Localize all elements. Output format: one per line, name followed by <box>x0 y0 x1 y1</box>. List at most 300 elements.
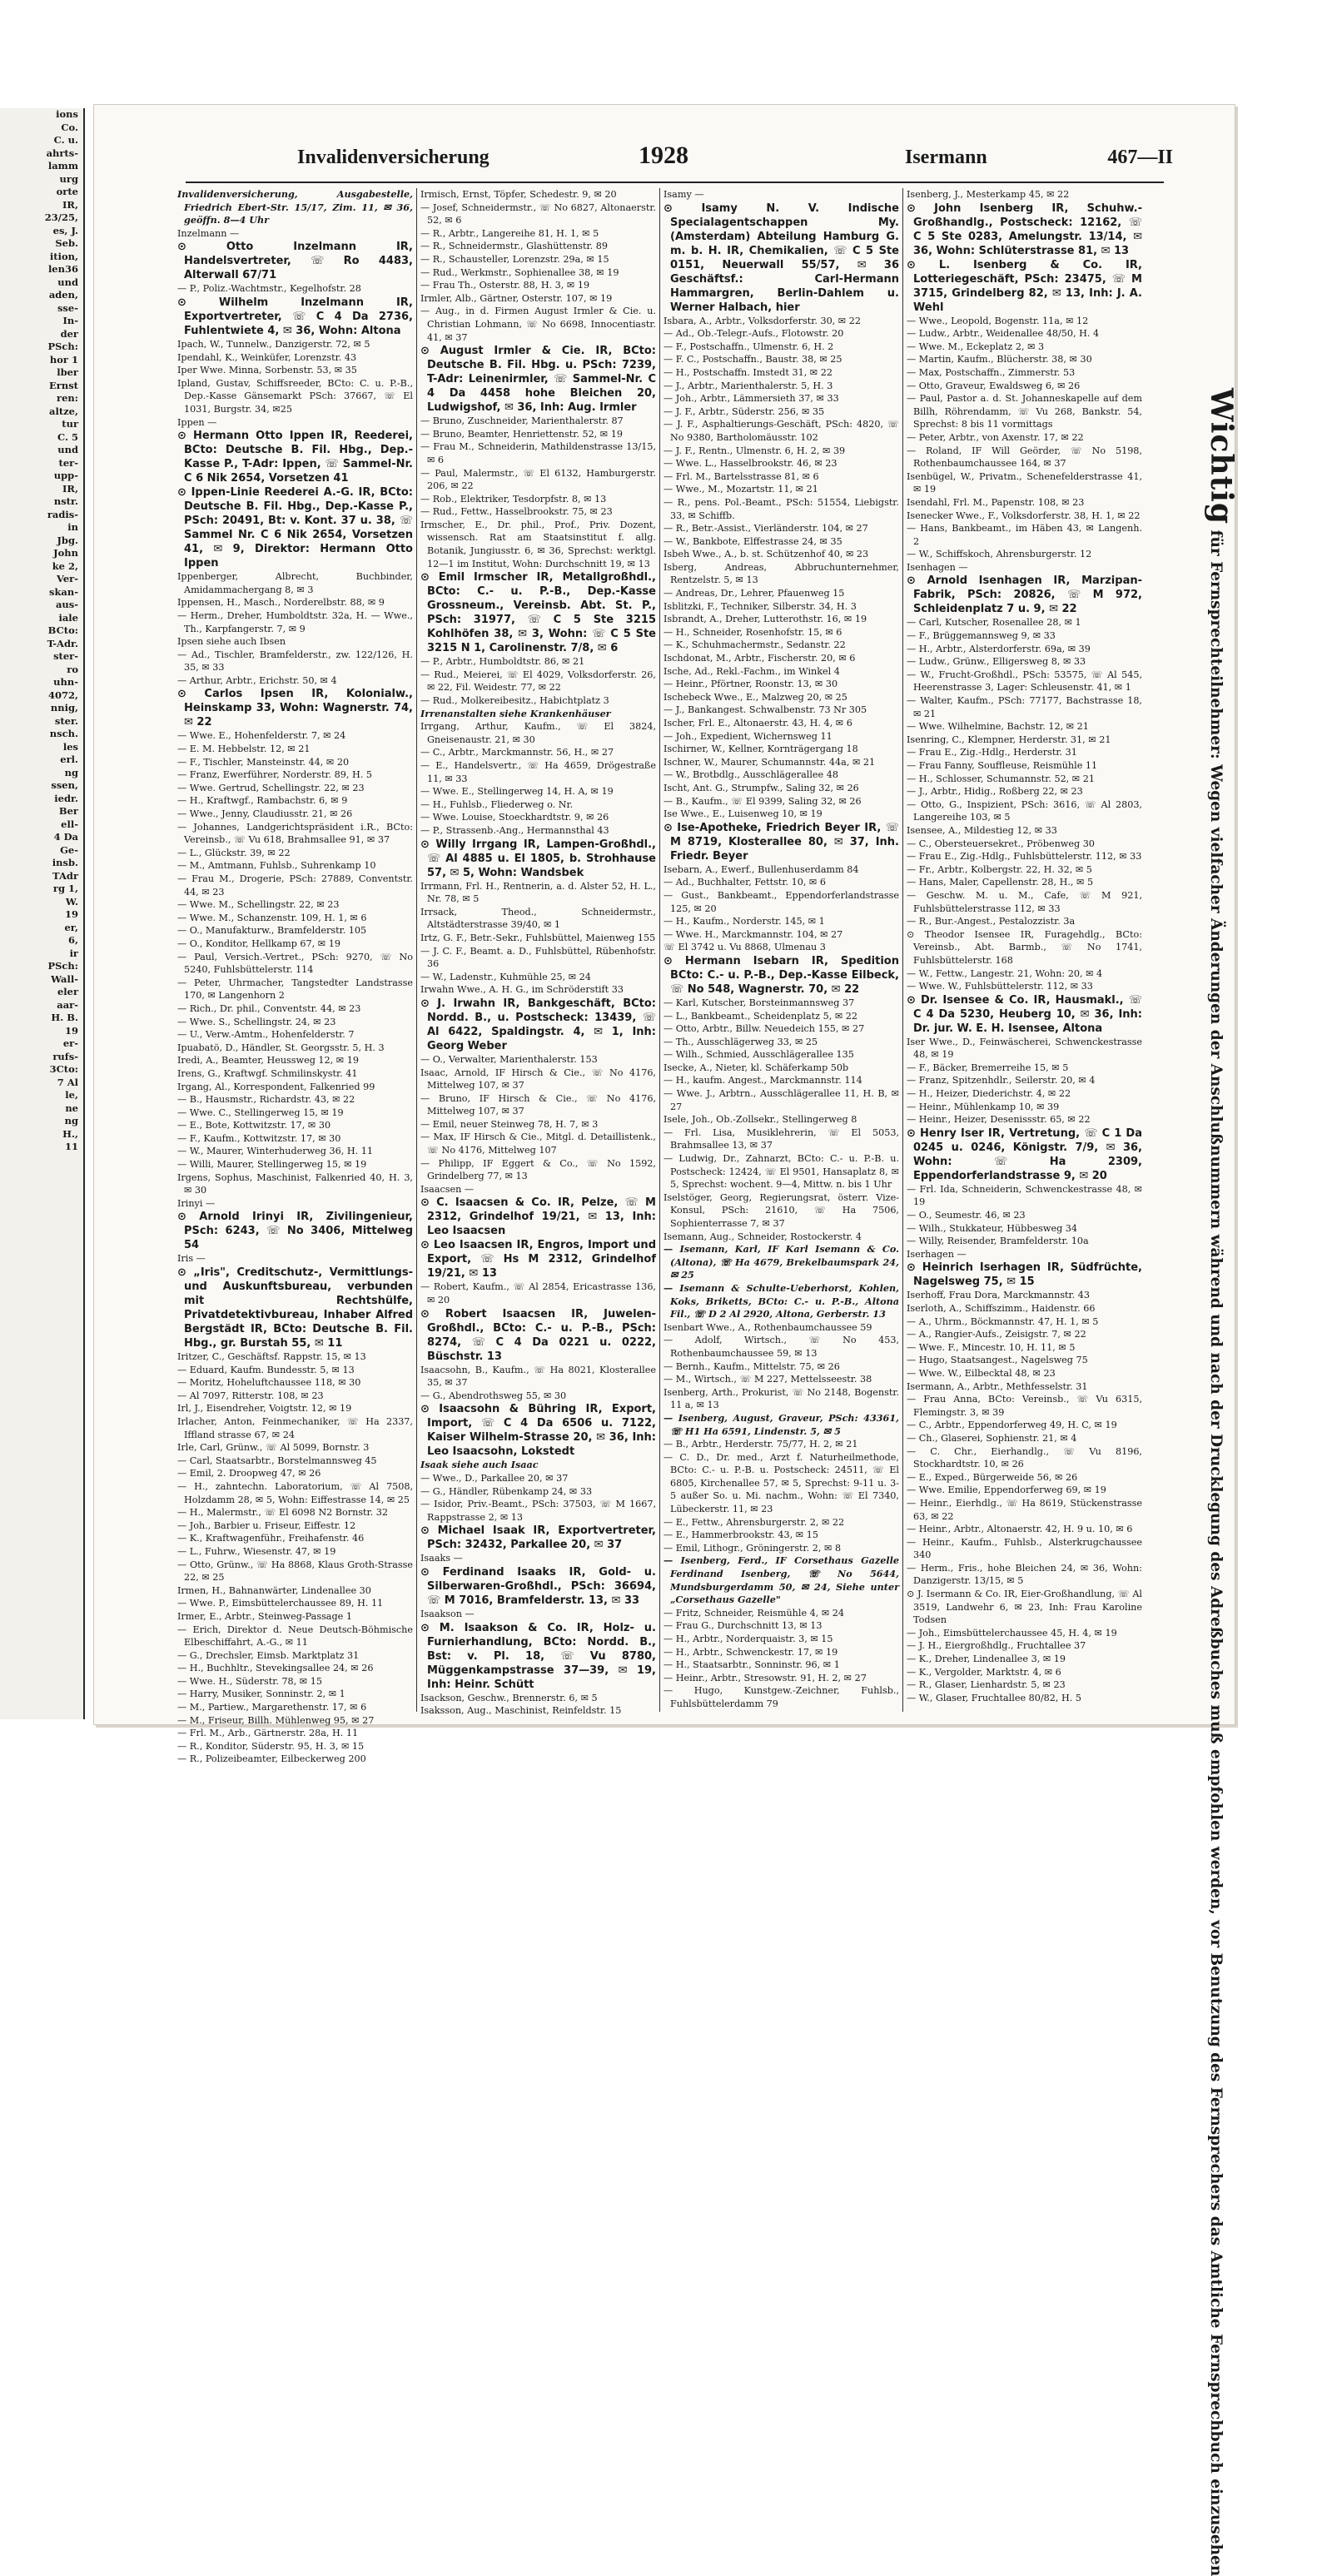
facing-page-fragment: 19 <box>0 908 83 922</box>
facing-page-fragment: IR, <box>0 199 83 212</box>
directory-entry: Isele, Joh., Ob.-Zollsekr., Stellingerweg 8 <box>664 1113 899 1126</box>
directory-entry: — H., zahntechn. Laboratorium, ☏ Al 7508, Holzdamm 28, ✉ 5, Wohn: Eiffestrasse 14, ✉ 25 <box>177 1480 413 1506</box>
heading-entry: Invalidenversicherung, Ausgabestelle, Friedrich Ebert-Str. 15/17, Zim. 11, ✉ 36, geöffn. 8—4 Uhr <box>177 188 413 227</box>
directory-entry: — Wilh., Stukkateur, Hübbesweg 34 <box>907 1222 1142 1236</box>
directory-entry: — Josef, Schneidermstr., ☏ No 6827, Altonaerstr. 52, ✉ 6 <box>420 201 656 227</box>
directory-entry: Irinyi — <box>177 1197 413 1211</box>
directory-entry: Isendahl, Frl. M., Papenstr. 108, ✉ 23 <box>907 496 1142 510</box>
directory-entry: — Roland, IF Will Geörder, ☏ No 5198, Rothenbaumchaussee 164, ✉ 37 <box>907 445 1142 470</box>
directory-entry: Isaakson — <box>420 1608 656 1621</box>
firm-entry: ⊙ „Iris", Creditschutz-, Vermittlungs- und Auskunftsbureau, verbunden mit Rechtshülfe, Privatdetektivbureau, Inhaber Alfred Bergstädt IR, BCto: Deutsche B. Fil. Hbg., gr. Burstah 55, ✉ 11 <box>177 1266 413 1350</box>
facing-page-edge <box>0 108 85 1719</box>
firm-entry: ⊙ Emil Irmscher IR, Metallgroßhdl., BCto: C.- u. P.-B., Dep.-Kasse Grossneum., Vereinsb. Abt. St. P., PSch: 31977, ☏ C 5 Ste 3215 Kohlhöfen 38, ✉ 3, Wohn: ☏ C 5 Ste 3215 N 1, Carolinenstr. 7/8, ✉ 6 <box>420 570 656 655</box>
directory-entry: — F., Tischler, Mansteinstr. 44, ✉ 20 <box>177 756 413 769</box>
directory-entry: Isaac, Arnold, IF Hirsch & Cie., ☏ No 4176, Mittelweg 107, ✉ 37 <box>420 1067 656 1092</box>
directory-entry: — Wwe. M., Schellingstr. 22, ✉ 23 <box>177 898 413 912</box>
directory-entry: — Otto, Arbtr., Billw. Neuedeich 155, ✉ 27 <box>664 1022 899 1036</box>
directory-entry: — E., Hammerbrookstr. 43, ✉ 15 <box>664 1529 899 1542</box>
facing-page-fragment: tur <box>0 418 83 431</box>
directory-entry: — Paul, Malermstr., ☏ El 6132, Hamburgerstr. 206, ✉ 22 <box>420 467 656 493</box>
header-rule <box>186 182 1164 183</box>
directory-entry: Iritzer, C., Geschäftsf. Rappstr. 15, ✉ 13 <box>177 1350 413 1364</box>
directory-entry: — Bruno, IF Hirsch & Cie., ☏ No 4176, Mittelweg 107, ✉ 37 <box>420 1092 656 1118</box>
facing-page-fragment: Co. <box>0 122 83 135</box>
directory-entry: — Wwe. L., Hasselbrookstr. 46, ✉ 23 <box>664 457 899 470</box>
directory-entry: — H., Kraftwgf., Rambachstr. 6, ✉ 9 <box>177 794 413 808</box>
directory-entry: — Emil, 2. Droopweg 47, ✉ 26 <box>177 1467 413 1480</box>
directory-entry: — Martin, Kaufm., Blücherstr. 38, ✉ 30 <box>907 353 1142 366</box>
directory-entry: — Frl. M., Bartelsstrasse 81, ✉ 6 <box>664 470 899 484</box>
column-divider <box>902 188 903 1712</box>
directory-entry: Irl, J., Eisendreher, Voigtstr. 12, ✉ 19 <box>177 1402 413 1415</box>
directory-entry: — H., Schneider, Rosenhofstr. 15, ✉ 6 <box>664 626 899 639</box>
firm-entry: ⊙ Robert Isaacsen IR, Juwelen-Großhdl., BCto: C.- u. P.-B., PSch: 8274, ☏ C 4 Da 0221 u. 0222, Büschstr. 13 <box>420 1307 656 1364</box>
directory-entry: Ischner, W., Maurer, Schumannstr. 44a, ✉ 21 <box>664 756 899 769</box>
directory-entry: — O., Seumestr. 46, ✉ 23 <box>907 1209 1142 1222</box>
facing-page-fragment: erl. <box>0 753 83 767</box>
facing-page-fragment: In- <box>0 315 83 328</box>
directory-entry: — E., Fettw., Ahrensburgerstr. 2, ✉ 22 <box>664 1516 899 1529</box>
directory-entry: — R., Glaser, Lienhardstr. 5, ✉ 23 <box>907 1678 1142 1692</box>
facing-page-fragment: H., <box>0 1128 83 1141</box>
directory-entry: — Emil, Lithogr., Gröningerstr. 2, ✉ 8 <box>664 1542 899 1555</box>
column-divider <box>416 188 417 1712</box>
directory-entry: — Wwe., Leopold, Bogenstr. 11a, ✉ 12 <box>907 315 1142 328</box>
header-section-title: Invalidenversicherung <box>297 147 490 169</box>
directory-entry: Isenhagen — <box>907 561 1142 574</box>
directory-entry: — Wwe. S., Schellingstr. 24, ✉ 23 <box>177 1016 413 1029</box>
facing-page-fragment: ke 2, <box>0 560 83 574</box>
directory-entry: — Heinr., Mühlenkamp 10, ✉ 39 <box>907 1101 1142 1114</box>
directory-entry: Iselstöger, Georg, Regierungsrat, österr. Vize-Konsul, PSch: 21610, ☏ Ha 7506, Sophienterrasse 7, ✉ 37 <box>664 1191 899 1231</box>
facing-page-fragment: ir <box>0 947 83 961</box>
directory-entry: — G., Drechsler, Eimsb. Marktplatz 31 <box>177 1649 413 1663</box>
directory-entry: Isenberg, Arth., Prokurist, ☏ No 2148, Bogenstr. 11 a, ✉ 13 <box>664 1386 899 1412</box>
facing-page-fragment: aus- <box>0 599 83 612</box>
directory-entry: Ischer, Frl. E., Altonaerstr. 43, H. 4, ✉ 6 <box>664 717 899 730</box>
directory-entry: — Frau M., Schneiderin, Mathildenstrasse 13/15, ✉ 6 <box>420 440 656 466</box>
facing-page-fragment: W. <box>0 896 83 909</box>
directory-entry: — H., Arbtr., Norderquaistr. 3, ✉ 15 <box>664 1633 899 1646</box>
directory-entry: — W., Brotbdlg., Ausschlägerallee 48 <box>664 768 899 782</box>
facing-page-fragment: upp- <box>0 470 83 483</box>
firm-entry: ⊙ Leo Isaacsen IR, Engros, Import und Export, ☏ Hs M 2312, Grindelhof 19/21, ✉ 13 <box>420 1238 656 1281</box>
directory-entry: — J. F., Arbtr., Süderstr. 256, ✉ 35 <box>664 405 899 419</box>
directory-entry: — Max, IF Hirsch & Cie., Mitgl. d. Detaillistenk., ☏ No 4176, Mittelweg 107 <box>420 1131 656 1156</box>
directory-entry: — M., Amtmann, Fuhlsb., Suhrenkamp 10 <box>177 859 413 873</box>
directory-entry: Iris — <box>177 1252 413 1266</box>
directory-entry: — R., Arbtr., Langereihe 81, H. 1, ✉ 5 <box>420 227 656 241</box>
facing-page-fragment: Ver- <box>0 573 83 586</box>
directory-entry: — M., Wirtsch., ☏ M 227, Mettelsseestr. 38 <box>664 1373 899 1386</box>
side-notice <box>1189 388 1230 1687</box>
directory-entry: Irgang, Al., Korrespondent, Falkenried 99 <box>177 1081 413 1094</box>
directory-entry: Iserhoff, Frau Dora, Marckmannstr. 43 <box>907 1289 1142 1302</box>
directory-entry: — Philipp, IF Eggert & Co., ☏ No 1592, Grindelberg 77, ✉ 13 <box>420 1157 656 1183</box>
directory-entry: — E., Bote, Kottwitzstr. 17, ✉ 30 <box>177 1119 413 1132</box>
directory-entry: — Wwe. Emilie, Eppendorferweg 69, ✉ 19 <box>907 1484 1142 1497</box>
directory-entry: — Eduard, Kaufm. Bundesstr. 5, ✉ 13 <box>177 1364 413 1377</box>
facing-page-fragment: aar- <box>0 999 83 1012</box>
firm-entry: ⊙ C. Isaacsen & Co. IR, Pelze, ☏ M 2312, Grindelhof 19/21, ✉ 13, Inh: Leo Isaacsen <box>420 1196 656 1238</box>
directory-entry: — F., Kaufm., Kottwitzstr. 17, ✉ 30 <box>177 1132 413 1146</box>
facing-page-fragment: ter- <box>0 457 83 470</box>
directory-entry: Ischebeck Wwe., E., Malzweg 20, ✉ 25 <box>664 691 899 704</box>
directory-entry: — Frau Fanny, Souffleuse, Reismühle 11 <box>907 759 1142 773</box>
directory-entry: — K., Kraftwagenführ., Freihafenstr. 46 <box>177 1532 413 1545</box>
directory-entry: Ischt, Ant. G., Strumpfw., Saling 32, ✉ 26 <box>664 782 899 795</box>
directory-entry: Isbrandt, A., Dreher, Lutterothstr. 16, ✉ 19 <box>664 613 899 626</box>
directory-entry: — Frau M., Drogerie, PSch: 27889, Conventstr. 44, ✉ 23 <box>177 873 413 898</box>
directory-entry: — Ad., Ob.-Telegr.-Aufs., Flotowstr. 20 <box>664 327 899 341</box>
directory-entry: — Frau G., Durchschnitt 13, ✉ 13 <box>664 1619 899 1633</box>
directory-entry: — Johannes, Landgerichtspräsident i.R., BCto: Vereinsb., ☏ Vu 618, Brahmsallee 91, ✉ 37 <box>177 821 413 847</box>
firm-entry: ⊙ John Isenberg IR, Schuhw.-Großhandlg., Postscheck: 12162, ☏ C 5 Ste 0283, Amelungstr. 13/14, ✉ 36, Wohn: Schlüterstrasse 81, ✉ 13 <box>907 201 1142 258</box>
directory-entry: — H., kaufm. Angest., Marckmannstr. 114 <box>664 1074 899 1087</box>
directory-entry: — Carl, Kutscher, Rosenallee 28, ✉ 1 <box>907 616 1142 629</box>
directory-entry: Isackson, Geschw., Brennerstr. 6, ✉ 5 <box>420 1692 656 1705</box>
directory-entry: — E., Handelsvertr., ☏ Ha 4659, Drögestraße 11, ✉ 33 <box>420 759 656 785</box>
directory-entry: — G., Händler, Rübenkamp 24, ✉ 33 <box>420 1485 656 1499</box>
side-notice-text: für Fernsprechteilnehmer: Wegen vielfacher Änderungen der Anschlußnummern während und nach der Drucklegung des Adreßbuches muß empfohlen werden, vor Benutzung des Fernsprechers das Amtliche Fernsprechbuch einzusehen <box>1207 530 1225 2576</box>
directory-entry: — Paul, Versich.-Vertret., PSch: 9270, ☏ No 5240, Fuhlsbüttelerstr. 114 <box>177 951 413 977</box>
facing-page-fragment: er- <box>0 1037 83 1051</box>
directory-entry: Isenecker Wwe., F., Volksdorferstr. 38, H. 1, ✉ 22 <box>907 510 1142 523</box>
directory-entry: — Bruno, Beamter, Henriettenstr. 52, ✉ 19 <box>420 428 656 441</box>
directory-entry: — R., Bur.-Angest., Pestalozzistr. 3a <box>907 915 1142 928</box>
directory-entry: — Geschw. M. u. M., Cafe, ☏ M 921, Fuhlsbüttelerstrasse 112, ✉ 33 <box>907 889 1142 915</box>
directory-entry: — C., Obersteuersekret., Pröbenweg 30 <box>907 838 1142 851</box>
directory-entry: Ipsen siehe auch Ibsen <box>177 635 413 649</box>
heading-entry: — Isenberg, August, Graveur, PSch: 43361, ☏ H1 Ha 6591, Lindenstr. 5, ✉ 5 <box>664 1412 899 1438</box>
directory-entry: — Rud., Molkereibesitz., Habichtplatz 3 <box>420 694 656 708</box>
directory-entry: — Otto, Graveur, Ewaldsweg 6, ✉ 26 <box>907 380 1142 393</box>
directory-entry: — Andreas, Dr., Lehrer, Pfauenweg 15 <box>664 587 899 600</box>
directory-entry: — Wwe. Louise, Stoeckhardtstr. 9, ✉ 26 <box>420 811 656 824</box>
directory-entry: — W., Bankbote, Elffestrasse 24, ✉ 35 <box>664 535 899 549</box>
directory-entry: — Peter, Uhrmacher, Tangstedter Landstrasse 170, ✉ Langenhorn 2 <box>177 977 413 1002</box>
directory-entry: — P., Poliz.-Wachtmstr., Kegelhofstr. 28 <box>177 282 413 296</box>
directory-entry: — Aug., in d. Firmen August Irmler & Cie. u. Christian Lohmann, ☏ No 6698, Innocentiastr. 41, ✉ 37 <box>420 305 656 344</box>
directory-entry: — Wwe. Gertrud, Schellingstr. 22, ✉ 23 <box>177 782 413 795</box>
facing-page-fragment: PSch: <box>0 960 83 973</box>
header-range-name: Isermann <box>905 147 987 169</box>
directory-entry: — Ludw., Arbtr., Weidenallee 48/50, H. 4 <box>907 327 1142 341</box>
directory-entry: — W., Maurer, Winterhuderweg 36, H. 11 <box>177 1145 413 1158</box>
directory-entry: Iredi, A., Beamter, Heussweg 12, ✉ 19 <box>177 1054 413 1067</box>
directory-entry: — Wwe. E., Stellingerweg 14, H. A, ✉ 19 <box>420 785 656 798</box>
directory-entry: Isamy — <box>664 188 899 201</box>
facing-page-fragment: len36 <box>0 263 83 276</box>
directory-entry: — H., Arbtr., Schwenckestr. 17, ✉ 19 <box>664 1646 899 1659</box>
directory-entry: Ipendahl, K., Weinküfer, Lorenzstr. 43 <box>177 351 413 365</box>
facing-page-fragment: Seb. <box>0 237 83 251</box>
facing-page-fragment: ro <box>0 664 83 677</box>
facing-page-fragment: BCto: <box>0 624 83 638</box>
firm-entry: ⊙ M. Isaakson & Co. IR, Holz- u. Furnierhandlung, BCto: Nordd. B., Bst: v. Pl. 18, ☏ Vu 8780, Müggenkampstrasse 37—39, ✉ 19, Inh: Heinr. Schütt <box>420 1621 656 1692</box>
facing-page-fragment: orte <box>0 186 83 199</box>
facing-page-fragment: nsch. <box>0 728 83 741</box>
directory-entry: — Wwe. C., Stellingerweg 15, ✉ 19 <box>177 1106 413 1120</box>
directory-entry: Ippen — <box>177 416 413 430</box>
column-2 <box>420 188 656 1712</box>
facing-page-fragment: ell- <box>0 818 83 832</box>
directory-entry: — Frl. Ida, Schneiderin, Schwenckestrasse 48, ✉ 19 <box>907 1183 1142 1209</box>
facing-page-fragment: nstr. <box>0 495 83 509</box>
directory-entry: — G., Abendrothsweg 55, ✉ 30 <box>420 1390 656 1403</box>
directory-entry: — Karl, Kutscher, Borsteinmannsweg 37 <box>664 997 899 1010</box>
directory-entry: ☏ El 3742 u. Vu 8868, Ulmenau 3 <box>664 941 899 954</box>
facing-page-fragment: rg 1, <box>0 883 83 896</box>
directory-entry: Ischdonat, M., Arbtr., Fischerstr. 20, ✉ 6 <box>664 652 899 665</box>
directory-entry: — C. D., Dr. med., Arzt f. Naturheilmethode, BCto: C.- u. P.-B. u. Postscheck: 24511, ☏ El 6805, Kirchenallee 57, ✉ 5, Sprechst: 9-11 u. 3-5 außer So. u. Mi. nachm., Wohn: ☏ El 7340, Lübeckerstr. 11, ✉ 23 <box>664 1451 899 1516</box>
directory-entry: — Wwe. E., Hohenfelderstr. 7, ✉ 24 <box>177 729 413 743</box>
directory-entry: — Ludwig, Dr., Zahnarzt, BCto: C.- u. P.-B. u. Postscheck: 12424, ☏ El 9501, Hansaplatz 8, ✉ 5, Sprechst: wochent. 9—4, Mittw. n. bis 1 Uhr <box>664 1152 899 1191</box>
facing-page-fragment: lber <box>0 366 83 380</box>
directory-entry: Irens, G., Kraftwgf. Schmilinskystr. 41 <box>177 1067 413 1081</box>
directory-entry: — Hans, Maler, Capellenstr. 28, H., ✉ 5 <box>907 876 1142 889</box>
directory-entry: Ischirner, W., Kellner, Kornträgergang 18 <box>664 743 899 756</box>
directory-entry: Irrsack, Theod., Schneidermstr., Altstädterstrasse 39/40, ✉ 1 <box>420 906 656 932</box>
directory-entry: Irlacher, Anton, Feinmechaniker, ☏ Ha 2337, Iffland strasse 67, ✉ 24 <box>177 1415 413 1441</box>
directory-entry: — Rob., Elektriker, Tesdorpfstr. 8, ✉ 13 <box>420 493 656 506</box>
directory-entry: — B., Hausmstr., Richardstr. 43, ✉ 22 <box>177 1093 413 1106</box>
header-year: 1928 <box>639 142 688 170</box>
directory-entry: — Peter, Arbtr., von Axenstr. 17, ✉ 22 <box>907 431 1142 445</box>
facing-page-fragment: radis- <box>0 509 83 522</box>
facing-page-fragment: 3Cto: <box>0 1063 83 1077</box>
firm-entry: ⊙ August Irmler & Cie. IR, BCto: Deutsche B. Fil. Hbg. u. PSch: 7239, T-Adr: Leinenirmler, ☏ Sammel-Nr. C 4 Da 4458 hohe Bleichen 20, Ludwigshof, ✉ 36, Inh: Aug. Irmler <box>420 344 656 415</box>
directory-entry: — Wwe. M., Schanzenstr. 109, H. 1, ✉ 6 <box>177 912 413 925</box>
directory-entry: — P., Arbtr., Humboldtstr. 86, ✉ 21 <box>420 655 656 669</box>
directory-entry: Irrmann, Frl. H., Rentnerin, a. d. Alster 52, H. L., Nr. 78, ✉ 5 <box>420 880 656 906</box>
directory-entry: — Franz, Spitzenhdlr., Seilerstr. 20, ✉ 4 <box>907 1074 1142 1087</box>
directory-entry: — H., Postschaffn. Imstedt 31, ✉ 22 <box>664 366 899 380</box>
directory-entry: — Wwe., Jenny, Claudiusstr. 21, ✉ 26 <box>177 808 413 821</box>
directory-entry: — R., Schneidermstr., Glashüttenstr. 89 <box>420 240 656 253</box>
facing-page-fragment: C. u. <box>0 134 83 147</box>
facing-page-fragment: ster- <box>0 650 83 664</box>
facing-page-fragment: in <box>0 521 83 535</box>
directory-entry: — Emil, neuer Steinweg 78, H. 7, ✉ 3 <box>420 1118 656 1131</box>
heading-entry: — Isemann, Karl, IF Karl Isemann & Co. (Altona), ☏ Ha 4679, Brekelbaumspark 24, ✉ 25 <box>664 1243 899 1282</box>
heading-entry: — Isenberg, Ferd., IF Corsethaus Gazelle Ferdinand Isenberg, ☏ No 5644, Mundsburgerdamm 50, ✉ 24, Siehe unter „Corsethaus Gazelle" <box>664 1554 899 1606</box>
facing-page-fragment: ition, <box>0 251 83 264</box>
directory-entry: — Ch., Glaserei, Sophienstr. 21, ✉ 4 <box>907 1432 1142 1445</box>
directory-entry: — Robert, Kaufm., ☏ Al 2854, Ericastrasse 136, ✉ 20 <box>420 1281 656 1306</box>
facing-page-fragment: der <box>0 328 83 341</box>
facing-page-fragment: TAdr <box>0 870 83 883</box>
directory-entry: Irmscher, E., Dr. phil., Prof., Priv. Dozent, wissensch. Rat am Staatsinstitut f. allg. Botanik, Jungiusstr. 6, ✉ 36, Sprechst: werktgl. 12—1 im Institut, Wohn: Durchschnitt 19, ✉ 13 <box>420 519 656 570</box>
directory-entry: — Rud., Fettw., Hasselbrookstr. 75, ✉ 23 <box>420 505 656 519</box>
facing-page-fragment: Ernst <box>0 380 83 393</box>
directory-entry: — Frau E., Zig.-Hdlg., Herderstr. 31 <box>907 746 1142 759</box>
directory-entry: — Wwe. J., Arbtrn., Ausschlägerallee 11, H. B, ✉ 27 <box>664 1087 899 1113</box>
page-header <box>106 138 1223 172</box>
directory-entry: — Carl, Staatsarbtr., Borstelmannsweg 45 <box>177 1455 413 1468</box>
directory-entry: — A., Uhrm., Böckmannstr. 47, H. 1, ✉ 5 <box>907 1315 1142 1329</box>
directory-entry: — H., Fuhlsb., Fliederweg o. Nr. <box>420 798 656 812</box>
facing-page-fragment: altze, <box>0 405 83 419</box>
directory-entry: — H., Staatsarbtr., Sonninstr. 96, ✉ 1 <box>664 1658 899 1672</box>
directory-entry: — J. F., Rentn., Ulmenstr. 6, H. 2, ✉ 39 <box>664 445 899 458</box>
directory-entry: Ipuabatö, D., Händler, St. Georgsstr. 5, H. 3 <box>177 1042 413 1055</box>
directory-entry: — H., Schlosser, Schumannstr. 52, ✉ 21 <box>907 773 1142 786</box>
directory-entry: — K., Vergolder, Marktstr. 4, ✉ 6 <box>907 1666 1142 1679</box>
directory-entry: Isecke, A., Nieter, kl. Schäferkamp 50b <box>664 1062 899 1075</box>
directory-entry: Iserhagen — <box>907 1248 1142 1261</box>
directory-entry: Irwahn Wwe., A. H. G., im Schröderstift 33 <box>420 983 656 997</box>
column-1 <box>177 188 413 1712</box>
column-4 <box>907 188 1142 1712</box>
directory-entry: Iserloth, A., Schiffszimm., Haidenstr. 66 <box>907 1302 1142 1315</box>
facing-page-fragment: 19 <box>0 1025 83 1038</box>
directory-entry: — Isidor, Priv.-Beamt., PSch: 37503, ☏ M 1667, Rappstrasse 2, ✉ 13 <box>420 1498 656 1524</box>
directory-entry: — Rich., Dr. phil., Conventstr. 44, ✉ 23 <box>177 1002 413 1016</box>
directory-entry: — R., Schausteller, Lorenzstr. 29a, ✉ 15 <box>420 253 656 266</box>
directory-entry: — Rud., Meierei, ☏ El 4029, Volksdorferstr. 26, ✉ 22, Fil. Weidestr. 77, ✉ 22 <box>420 669 656 694</box>
facing-page-fragment: lamm <box>0 160 83 173</box>
facing-page-fragment: urg <box>0 173 83 186</box>
facing-page-fragment: skan- <box>0 586 83 599</box>
facing-page-fragment: John <box>0 547 83 560</box>
directory-entry: Isenring, C., Klempner, Herderstr. 31, ✉ 21 <box>907 734 1142 747</box>
facing-page-fragment: ne <box>0 1102 83 1116</box>
facing-page-fragment: 4072, <box>0 689 83 703</box>
directory-entry: — Joh., Arbtr., Lämmersieth 37, ✉ 33 <box>664 392 899 405</box>
directory-entry: Isemann, Aug., Schneider, Rostockerstr. 4 <box>664 1231 899 1244</box>
facing-page-fragment: Ge- <box>0 844 83 858</box>
directory-entry: Iper Wwe. Minna, Sorbenstr. 53, ✉ 35 <box>177 364 413 377</box>
directory-entry: — H., Arbtr., Alsterdorferstr. 69a, ✉ 39 <box>907 643 1142 656</box>
firm-entry: ⊙ L. Isenberg & Co. IR, Lotteriegeschäft, PSch: 23475, ☏ M 3715, Grindelberg 82, ✉ 13, Inh: J. A. Wehl <box>907 258 1142 315</box>
firm-entry: ⊙ Arnold Irinyi IR, Zivilingenieur, PSch: 6243, ☏ No 3406, Mittelweg 54 <box>177 1210 413 1252</box>
firm-entry: ⊙ Ise-Apotheke, Friedrich Beyer IR, ☏ M 8719, Klosterallee 80, ✉ 37, Inh. Friedr. Beyer <box>664 821 899 863</box>
directory-entry: — Al 7097, Ritterstr. 108, ✉ 23 <box>177 1390 413 1403</box>
directory-entry: — Herm., Dreher, Humboldtstr. 32a, H. — Wwe., Th., Karpfangerstr. 7, ✉ 9 <box>177 609 413 635</box>
directory-entry: — Erich, Direktor d. Neue Deutsch-Böhmische Elbeschiffahrt, A.-G., ✉ 11 <box>177 1624 413 1649</box>
side-notice-title: Wichtig <box>1204 388 1239 525</box>
firm-entry: ⊙ Hermann Otto Ippen IR, Reederei, BCto: Deutsche B. Fil. Hbg., Dep.-Kasse P., T-Adr: Ippen, ☏ Sammel-Nr. C 6 Nik 2654, Vorsetzen 41 <box>177 429 413 485</box>
directory-entry: — Otto, Grünw., ☏ Ha 8868, Klaus Groth-Strasse 22, ✉ 25 <box>177 1559 413 1584</box>
directory-entry: — W., Fettw., Langestr. 21, Wohn: 20, ✉ 4 <box>907 967 1142 981</box>
firm-entry: ⊙ Henry Iser IR, Vertretung, ☏ C 1 Da 0245 u. 0246, Königstr. 7/9, ✉ 36, Wohn: ☏ Ha 2309, Eppendorferlandstrasse 9, ✉ 20 <box>907 1126 1142 1183</box>
directory-entry: — H., Malermstr., ☏ El 6098 N2 Bornstr. 32 <box>177 1506 413 1519</box>
facing-page-fragment: les <box>0 741 83 754</box>
directory-entry: — Joh., Eimsbüttelerchaussee 45, H. 4, ✉ 19 <box>907 1627 1142 1640</box>
directory-entry: Ippensen, H., Masch., Norderelbstr. 88, ✉ 9 <box>177 596 413 609</box>
header-page-number: 467—II <box>1107 147 1173 169</box>
facing-page-fragment: und <box>0 444 83 457</box>
column-3 <box>664 188 899 1712</box>
facing-page-fragment: iedr. <box>0 793 83 806</box>
facing-page-fragment: ions <box>0 108 83 122</box>
directory-entry: — Wwe. Wilhelmine, Bachstr. 12, ✉ 21 <box>907 720 1142 734</box>
facing-page-fragment: Wall- <box>0 973 83 987</box>
directory-entry: Irtz, G. F., Betr.-Sekr., Fuhlsbüttel, Maienweg 155 <box>420 932 656 945</box>
directory-entry: — L., Glückstr. 39, ✉ 22 <box>177 847 413 860</box>
directory-entry: — Fritz, Schneider, Reismühle 4, ✉ 24 <box>664 1607 899 1620</box>
directory-entry: — Ad., Buchhalter, Fettstr. 10, ✉ 6 <box>664 876 899 889</box>
directory-entry: — Hugo, Kunstgew.-Zeichner, Fuhlsb., Fuhlsbüttelerdamm 79 <box>664 1684 899 1710</box>
directory-entry: Isaacsen — <box>420 1183 656 1196</box>
directory-entry: — Arthur, Arbtr., Erichstr. 50, ✉ 4 <box>177 674 413 688</box>
directory-entry: — Wwe. F., Mincestr. 10, H. 11, ✉ 5 <box>907 1341 1142 1355</box>
directory-entry: — Frau Th., Osterstr. 88, H. 3, ✉ 19 <box>420 279 656 292</box>
directory-entry: — B., Arbtr., Herderstr. 75/77, H. 2, ✉ 21 <box>664 1438 899 1451</box>
directory-entry: Irle, Carl, Grünw., ☏ Al 5099, Bornstr. 3 <box>177 1441 413 1455</box>
directory-entry: Irmisch, Ernst, Töpfer, Schedestr. 9, ✉ 20 <box>420 188 656 201</box>
directory-entry: Irmler, Alb., Gärtner, Osterstr. 107, ✉ 19 <box>420 292 656 306</box>
directory-entry: — P., Strassenb.-Ang., Hermannsthal 43 <box>420 824 656 838</box>
facing-page-fragment: uhn- <box>0 676 83 689</box>
directory-entry: — R., Konditor, Süderstr. 95, H. 3, ✉ 15 <box>177 1740 413 1753</box>
directory-entry: — C. Chr., Eierhandlg., ☏ Vu 8196, Stockhardtstr. 10, ✉ 26 <box>907 1445 1142 1471</box>
directory-entry: — Wwe. W., Fuhlsbüttelerstr. 112, ✉ 33 <box>907 980 1142 993</box>
directory-entry: — F., Brüggemannsweg 9, ✉ 33 <box>907 629 1142 643</box>
directory-entry: — Wwe., M., Mozartstr. 11, ✉ 21 <box>664 483 899 496</box>
facing-page-fragment: rufs- <box>0 1051 83 1064</box>
facing-page-fragment: H. B. <box>0 1012 83 1025</box>
directory-entry: — Franz, Ewerführer, Norderstr. 89, H. 5 <box>177 768 413 782</box>
firm-entry: ⊙ Isaacsohn & Bühring IR, Export, Import, ☏ C 4 Da 6506 u. 7122, Kaiser Wilhelm-Strasse 20, ✉ 36, Inh: Leo Isaacsohn, Lokstedt <box>420 1402 656 1459</box>
directory-entry: — L., Bankbeamt., Scheidenplatz 5, ✉ 22 <box>664 1010 899 1023</box>
directory-entry: — Wwe. P., Eimsbüttelerchaussee 89, H. 11 <box>177 1597 413 1610</box>
directory-entry: ⊙ J. Isermann & Co. IR, Eier-Großhandlung, ☏ Al 3519, Landwehr 6, ✉ 23, Inh: Frau Karoline Todsen <box>907 1588 1142 1627</box>
directory-entry: Irrgang, Arthur, Kaufm., ☏ El 3824, Gneisenaustr. 21, ✉ 30 <box>420 720 656 746</box>
facing-page-fragment: eler <box>0 986 83 999</box>
directory-entry: — M., Friseur, Billh. Mühlenweg 95, ✉ 27 <box>177 1714 413 1728</box>
directory-entry: Isenberg, J., Mesterkamp 45, ✉ 22 <box>907 188 1142 201</box>
facing-page-fragment: er, <box>0 922 83 935</box>
directory-entry: — Heinr., Kaufm., Fuhlsb., Alsterkrugchaussee 340 <box>907 1536 1142 1562</box>
directory-entry: — Wwe. M., Eckeplatz 2, ✉ 3 <box>907 341 1142 354</box>
heading-entry: Isaak siehe auch Isaac <box>420 1459 656 1472</box>
facing-page-fragment: PSch: <box>0 341 83 354</box>
directory-entry: — Bruno, Zuschneider, Marienthalerstr. 87 <box>420 415 656 428</box>
directory-entry: — Th., Ausschlägerweg 33, ✉ 25 <box>664 1036 899 1049</box>
facing-page-fragment: ng <box>0 1115 83 1128</box>
facing-page-fragment: ng <box>0 767 83 780</box>
directory-entry: — J., Arbtr., Marienthalerstr. 5, H. 3 <box>664 380 899 393</box>
directory-entry: Isaksson, Aug., Maschinist, Reinfeldstr. 15 <box>420 1704 656 1718</box>
facing-page-fragment: es, J. <box>0 225 83 238</box>
directory-entry: — Wwe. H., Süderstr. 78, ✉ 15 <box>177 1675 413 1688</box>
facing-page-fragment: Ber <box>0 805 83 818</box>
directory-entry: — Gust., Bankbeamt., Eppendorferlandstrasse 125, ✉ 20 <box>664 889 899 915</box>
facing-page-fragment: iale <box>0 612 83 625</box>
directory-entry: — Heinr., Heizer, Desenissstr. 65, ✉ 22 <box>907 1113 1142 1126</box>
facing-page-fragment: und <box>0 276 83 290</box>
directory-entry: — W., Ladenstr., Kuhmühle 25, ✉ 24 <box>420 971 656 984</box>
directory-entry: — F., Bäcker, Bremerreihe 15, ✉ 5 <box>907 1062 1142 1075</box>
firm-entry: ⊙ J. Irwahn IR, Bankgeschäft, BCto: Nordd. B., u. Postscheck: 13439, ☏ Al 6422, Spaldingstr. 4, ✉ 1, Inh: Georg Weber <box>420 997 656 1053</box>
directory-entry: Ipland, Gustav, Schiffsreeder, BCto: C. u. P.-B., Dep.-Kasse Gänsemarkt PSch: 37667, ☏ El 1031, Burgstr. 34, ✉25 <box>177 377 413 416</box>
directory-entry: — A., Rangier-Aufs., Zeisigstr. 7, ✉ 22 <box>907 1328 1142 1341</box>
directory-entry: — Hugo, Staatsangest., Nagelsweg 75 <box>907 1354 1142 1367</box>
heading-entry: — Isemann & Schulte-Ueberhorst, Kohlen, Koks, Briketts, BCto: C.- u. P.-B., Altona Fil., ☏ D 2 Al 2920, Altona, Gerberstr. 13 <box>664 1282 899 1321</box>
facing-page-fragment: Jbg. <box>0 535 83 548</box>
directory-entry: — W., Schiffskoch, Ahrensburgerstr. 12 <box>907 548 1142 561</box>
directory-entry: — B., Kaufm., ☏ El 9399, Saling 32, ✉ 26 <box>664 795 899 808</box>
directory-entry: — K., Schuhmachermstr., Sedanstr. 22 <box>664 639 899 652</box>
directory-entry: — R., Polizeibeamter, Eilbeckerweg 200 <box>177 1753 413 1766</box>
facing-page-fragment: insb. <box>0 857 83 870</box>
directory-entry: — Paul, Pastor a. d. St. Johanneskapelle auf dem Billh, Röhrendamm, ☏ Vu 268, Bankstr. 54, Sprechst: 8 bis 11 vormittags <box>907 392 1142 431</box>
directory-entry: — Heinr., Arbtr., Altonaerstr. 42, H. 9 u. 10, ✉ 6 <box>907 1523 1142 1536</box>
directory-entry: — Hans, Bankbeamt., im Häben 43, ✉ Langenh. 2 <box>907 522 1142 548</box>
firm-entry: ⊙ Willy Irrgang IR, Lampen-Großhdl., ☏ Al 4885 u. El 1805, b. Strohhause 57, ✉ 5, Wohn: Wandsbek <box>420 838 656 880</box>
